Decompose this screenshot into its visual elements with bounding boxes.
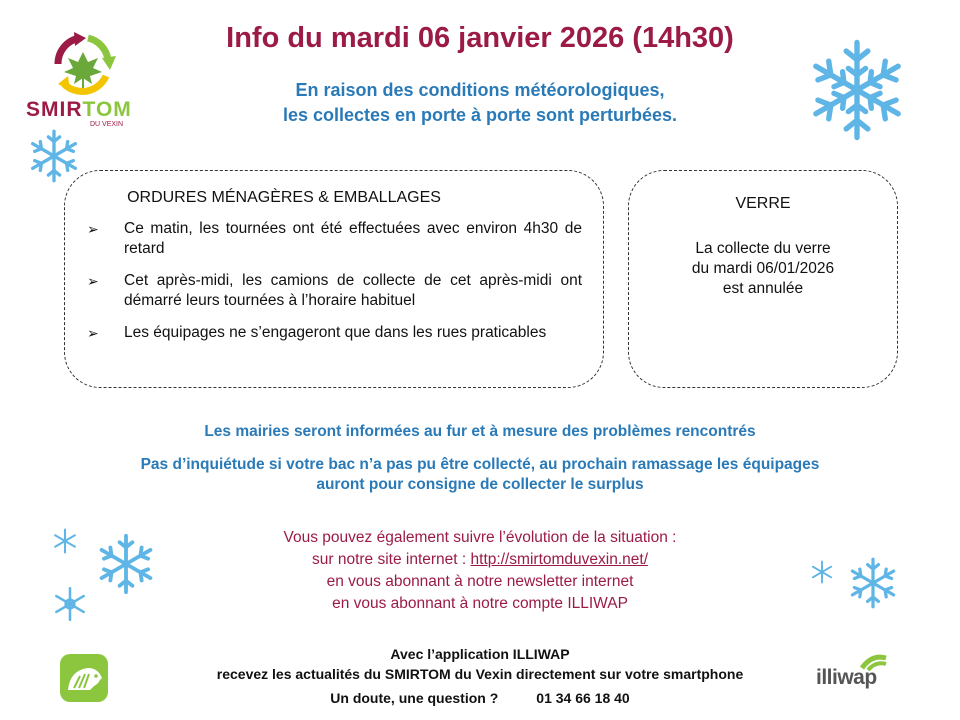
intro-line-1: En raison des conditions météorologiques, <box>295 80 665 100</box>
arrow-bullet-icon: ➢ <box>87 221 99 237</box>
logo-tom: TOM <box>82 98 132 121</box>
snowflake-icon <box>94 532 158 596</box>
list-item: ➢ Les équipages ne s’engageront que dans les rues praticables <box>87 324 547 341</box>
snowflake-icon <box>52 586 88 622</box>
footer: Avec l’application ILLIWAP recevez les actualités du SMIRTOM du Vexin directement sur votre smartphone Un doute, une question ? 01 34 66 18 40 <box>216 646 744 706</box>
website-link[interactable]: http://smirtomduvexin.net/ <box>470 551 648 568</box>
illiwap-logo-text: illiwap <box>816 666 877 689</box>
phone-number: 01 34 66 18 40 <box>536 690 630 706</box>
intro-line-2: les collectes en porte à porte sont perturbées. <box>282 105 678 125</box>
ordures-list <box>87 219 582 355</box>
follow-section: Vous pouvez également suivre l’évolution de la situation : sur notre site internet : http://smirtomduvexin.net/ en vous abonnant à notre newsletter internet en vous abonnant à notre compte ILLIWAP <box>283 529 677 612</box>
logo-smir: SMIR <box>26 98 83 121</box>
snowflake-icon <box>26 128 82 184</box>
ordures-box <box>64 170 604 388</box>
hedgehog-app-icon <box>60 654 108 702</box>
snowflake-icon <box>52 528 78 554</box>
arrow-bullet-icon: ➢ <box>87 273 99 289</box>
intro-text <box>160 78 800 128</box>
list-item: ➢ Ce matin, les tournées ont été effectuées avec environ 4h30 de retard <box>87 220 582 257</box>
question-text: Un doute, une question ? <box>330 690 499 706</box>
verre-title: VERRE <box>735 195 791 212</box>
snowflake-icon <box>846 556 900 610</box>
mairies-text: Les mairies seront informées au fur et à mesure des problèmes rencontrés <box>204 423 756 440</box>
illiwap-logo <box>812 652 892 698</box>
list-item: ➢ Cet après-midi, les camions de collecte de cet après-midi ont démarré leurs tournées à l’horaire habituel <box>87 272 582 309</box>
page-title: Info du mardi 06 janvier 2026 (14h30) <box>226 22 734 54</box>
inquietude-text: Pas d’inquiétude si votre bac n’a pas pu être collecté, au prochain ramassage les équipages auront pour consigne de collecter le surplus <box>140 456 820 493</box>
verre-box <box>628 170 898 388</box>
ordures-title: ORDURES MÉNAGÈRES & EMBALLAGES <box>127 189 441 206</box>
snowflake-icon <box>810 560 834 584</box>
verre-text: La collecte du verre du mardi 06/01/2026 est annulée <box>691 240 835 297</box>
arrow-bullet-icon: ➢ <box>87 325 99 341</box>
logo-subtitle: DU VEXIN <box>90 121 124 128</box>
